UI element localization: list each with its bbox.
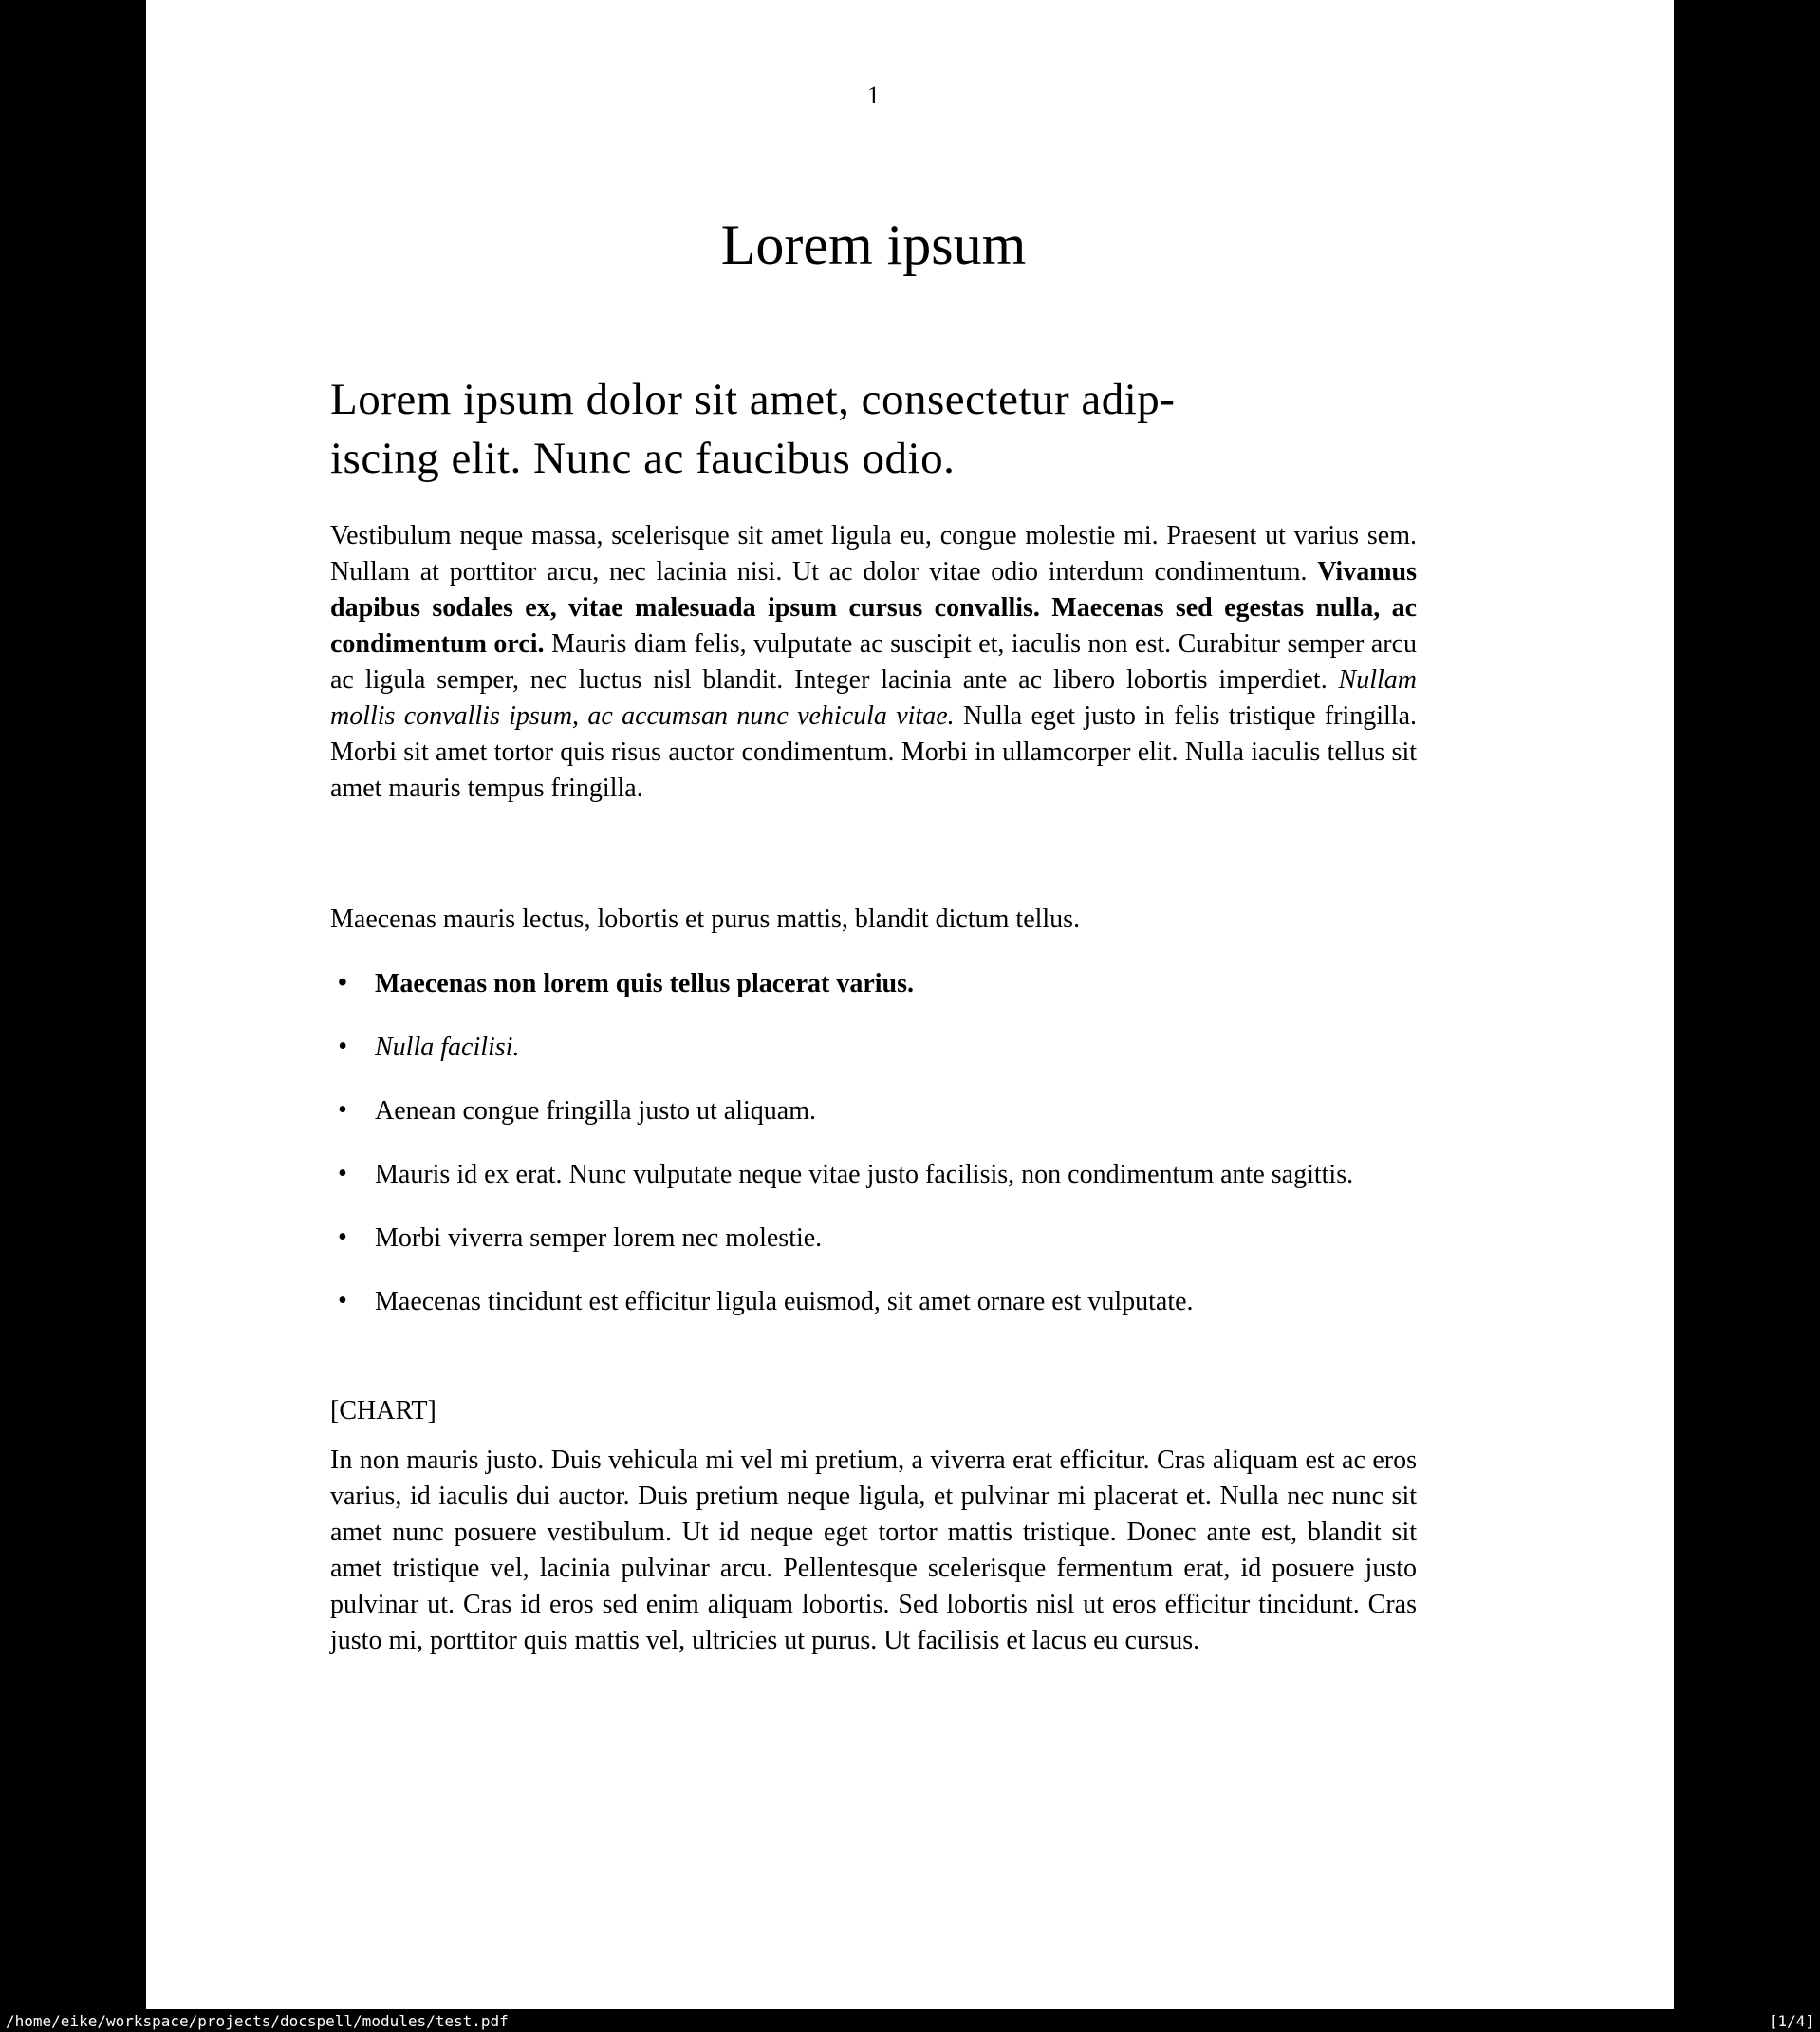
- list-item: • Morbi viverra semper lorem nec molestie.: [330, 1221, 1417, 1257]
- list-item: • Mauris id ex erat. Nunc vulputate neque vitae justo facilisis, non condimentum ante sagittis.: [330, 1157, 1417, 1193]
- paragraph-1: [330, 518, 1417, 807]
- status-bar-file-path: /home/eike/workspace/projects/docspell/modules/test.pdf: [6, 2011, 509, 2030]
- section-heading: [330, 370, 1450, 488]
- page-number: 1: [867, 82, 880, 109]
- paragraph-1-run-bold: Vivamus dapibus sodales ex, vitae malesuada ipsum cursus convallis. Maecenas sed egestas nulla, ac condimentum orci.: [330, 557, 1417, 659]
- paragraph-2: Maecenas mauris lectus, lobortis et purus mattis, blandit dictum tellus.: [330, 904, 1081, 934]
- chart-placeholder: [CHART]: [330, 1396, 436, 1426]
- document-title: Lorem ipsum: [720, 214, 1027, 276]
- paragraph-3: In non mauris justo. Duis vehicula mi vel mi pretium, a viverra erat efficitur. Cras aliquam est ac eros varius, id iaculis dui auctor. Duis pretium neque ligula, et pulvinar mi placerat et. Nulla nec nunc sit amet nunc posuere vestibulum. Ut id neque eget tortor mattis tristique. Donec ante est, blandit sit amet tristique vel, lacinia pulvinar arcu. Pellentesque scelerisque fermentum erat, id posuere justo pulvinar ut. Cras id eros sed enim aliquam lobortis. Sed lobortis nisl ut eros efficitur tincidunt. Cras justo mi, porttitor quis mattis vel, ultricies ut purus. Ut facilisis et lacus eu cursus.: [330, 1445, 1417, 1655]
- bullet-list: [330, 966, 1417, 1348]
- list-item: • Maecenas tincidunt est efficitur ligula euismod, sit amet ornare est vulputate.: [330, 1284, 1417, 1320]
- section-heading-line-2: iscing elit. Nunc ac faucibus odio.: [330, 434, 956, 483]
- paragraph-1-run-italic: Nullam mollis convallis ipsum, ac accumsan nunc vehicula vitae.: [330, 665, 1417, 731]
- list-item: • Nulla facilisi.: [330, 1030, 1417, 1066]
- list-item: • Maecenas non lorem quis tellus placerat varius.: [330, 966, 1417, 1002]
- status-bar: [0, 2009, 1820, 2032]
- document-page[interactable]: [146, 0, 1674, 2009]
- paragraph-1-run-normal-1: Vestibulum neque massa, scelerisque sit amet ligula eu, congue molestie mi. Praesent ut varius sem. Nullam at porttitor arcu, nec lacinia nisi. Ut ac dolor vitae odio interdum condimentum.: [330, 521, 1417, 587]
- section-heading-line-1: Lorem ipsum dolor sit amet, consectetur adip-: [330, 375, 1176, 424]
- list-item: • Aenean congue fringilla justo ut aliquam.: [330, 1093, 1417, 1129]
- paragraph-1-run-normal-3: Nulla eget justo in felis tristique fringilla. Morbi sit amet tortor quis risus auctor condimentum. Morbi in ullamcorper elit. Nulla iaculis tellus sit amet mauris tempus fringilla.: [330, 701, 1417, 803]
- paragraph-1-run-normal-2: Mauris diam felis, vulputate ac suscipit et, iaculis non est. Curabitur semper arcu ac ligula semper, nec luctus nisl blandit. Integer lacinia ante ac libero lobortis imperdiet.: [330, 629, 1418, 695]
- status-bar-page-indicator: [1/4]: [1768, 2011, 1814, 2030]
